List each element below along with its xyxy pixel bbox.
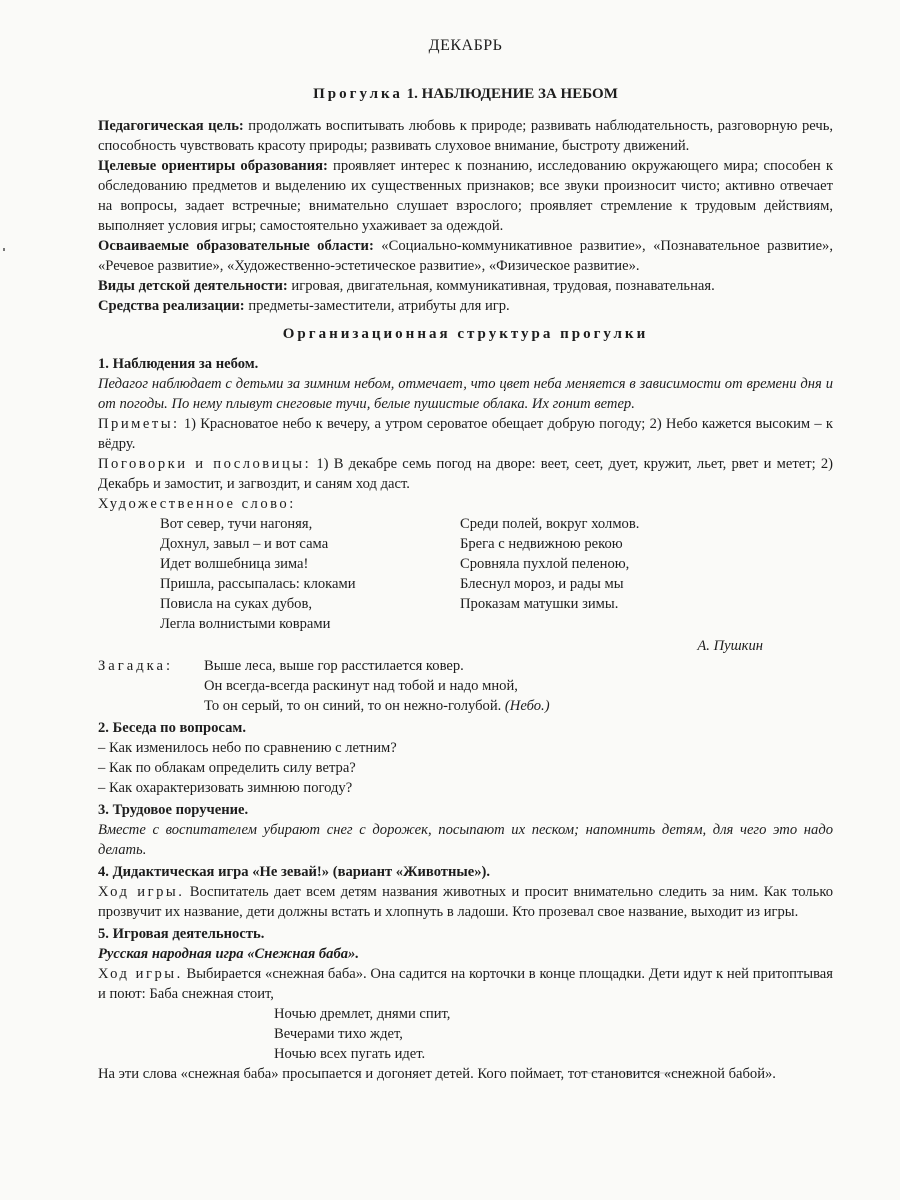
section-5-text: Выбирается «снежная баба». Она садится на корточки в конце площадки. Дети идут к ней притоптывая и поют: Баба снежная стоит, (98, 966, 833, 1002)
riddle (98, 656, 833, 716)
riddle-label: Загадка: (98, 658, 174, 674)
riddle-line-text: То он серый, то он синий, то он нежно-голубой. (204, 698, 502, 714)
document-page (98, 36, 833, 1084)
poem-line: Легла волнистыми коврами (160, 616, 331, 632)
areas-label: Осваиваемые образовательные области: (98, 238, 374, 254)
poem-line: Повисла на суках дубов, (160, 596, 313, 612)
poem-line: Дохнул, завыл – и вот сама (160, 536, 329, 552)
song-line: Вечерами тихо ждет, (274, 1026, 403, 1042)
section-5-title: 5. Игровая деятельность. (98, 926, 265, 942)
proverbs-text: 1) В декабре семь погод на дворе: веет, сеет, дует, кружит, льет, рвет и метет; 2) Декабрь и замостит, и загвоздит, и саням ход даст. (98, 456, 833, 492)
riddle-line: Он всегда-всегда раскинут над тобой и надо мной, (204, 678, 518, 694)
poem-line: Идет волшебница зима! (160, 556, 309, 572)
signs-paragraph (98, 414, 833, 454)
section-1-title: 1. Наблюдения за небом. (98, 356, 259, 372)
signs-text: 1) Красноватое небо к вечеру, а утром сероватое обещает добрую погоду; 2) Небо кажется высоким – к вёдру. (98, 416, 833, 452)
section-4-title: 4. Дидактическая игра «Не зевай!» (вариант «Животные»). (98, 864, 491, 880)
riddle-lines (204, 656, 550, 716)
means-text: предметы-заместители, атрибуты для игр. (244, 298, 510, 314)
poem-line: Блеснул мороз, и рады мы (460, 576, 624, 592)
section-5-subtitle-text: Русская народная игра «Снежная баба». (98, 946, 360, 962)
scan-mark (3, 248, 5, 251)
walk-title-rest: 1. НАБЛЮДЕНИЕ ЗА НЕБОМ (406, 86, 618, 102)
question-item: – Как охарактеризовать зимнюю погоду? (98, 780, 353, 796)
poem-line: Пришла, рассыпалась: клоками (160, 576, 356, 592)
question-item: – Как изменилось небо по сравнению с летним? (98, 740, 397, 756)
song-line: Ночью всех пугать идет. (274, 1046, 426, 1062)
goal-text: продолжать воспитывать любовь к природе; развивать наблюдательность, разговорную речь, способность чувствовать красоту природы; развивать слуховое внимание, быстроту движений. (98, 118, 833, 154)
question-item: – Как по облакам определить силу ветра? (98, 760, 356, 776)
song-line: Ночью дремлет, днями спит, (274, 1006, 451, 1022)
section-3-text-italic: Вместе с воспитателем убирают снег с дорожек, посыпают их песком; напомнить детям, для чего это надо делать. (98, 822, 833, 858)
poem-line: Сровняла пухлой пеленою, (460, 556, 630, 572)
areas-text: «Социально-коммуникативное развитие», «Познавательное развитие», «Речевое развитие», «Художественно-эстетическое развитие», «Физическое развитие». (98, 238, 833, 274)
targets-text: проявляет интерес к познанию, исследованию окружающего мира; способен к обследованию предметов и выделению их существенных признаков; все звуки произносит чисто; активно отвечает на вопросы, задает встречные; внимательно слушает взрослого; проявляет стремление к трудовым действиям, выполняет условия игры; самостоятельно ухаживает за одеждой. (98, 158, 834, 234)
activities-paragraph (98, 276, 833, 296)
section-2-title: 2. Беседа по вопросам. (98, 720, 246, 736)
section-3-text (98, 820, 833, 860)
areas-paragraph (98, 236, 833, 276)
poem-line: Среди полей, вокруг холмов. (460, 516, 640, 532)
poem-left-column (160, 514, 460, 634)
artword-label: Художественное слово: (98, 496, 296, 512)
section-5-subtitle (98, 944, 833, 964)
section-4-paragraph (98, 882, 833, 922)
means-label: Средства реализации: (98, 298, 245, 314)
poem-author: А. Пушкин (697, 638, 763, 654)
riddle-line: Выше леса, выше гор расстилается ковер. (204, 658, 464, 674)
riddle-answer: (Небо.) (501, 698, 550, 714)
poem-line: Брега с недвижною рекою (460, 536, 623, 552)
poem-right-column (460, 514, 760, 634)
poem (98, 514, 833, 634)
signs-label: Приметы: (98, 416, 180, 432)
goal-paragraph (98, 116, 833, 156)
section-4-label: Ход игры. (98, 884, 185, 900)
poem-line: Проказам матушки зимы. (460, 596, 619, 612)
activities-label: Виды детской деятельности: (98, 278, 288, 294)
month-heading: ДЕКАБРЬ (428, 37, 503, 54)
walk-title (98, 84, 833, 104)
activities-text: игровая, двигательная, коммуникативная, трудовая, познавательная. (287, 278, 715, 294)
targets-paragraph (98, 156, 833, 236)
section-3-title: 3. Трудовое поручение. (98, 802, 249, 818)
section-1-intro-text: Педагог наблюдает с детьми за зимним небом, отмечает, что цвет неба меняется в зависимости от времени дня и от погоды. По нему плывут снеговые тучи, белые пушистые облака. Их гонит ветер. (98, 376, 833, 412)
section-4-text: Воспитатель дает всем детям названия животных и просит внимательно следить за ним. Как только прозвучит их название, дети должны встать и хлопнуть в ладоши. Кто прозевал свое название, выходит из игры. (98, 884, 833, 920)
riddle-line (204, 696, 550, 716)
structure-title: Организационная структура прогулки (282, 326, 649, 342)
means-paragraph (98, 296, 833, 316)
poem-line: Вот север, тучи нагоняя, (160, 516, 313, 532)
section-5-label: Ход игры. (98, 966, 183, 982)
section-5-paragraph (98, 964, 833, 1004)
section-1-intro (98, 374, 833, 414)
walk-title-prefix: Прогулка (313, 86, 403, 102)
goal-label: Педагогическая цель: (98, 118, 244, 134)
proverbs-label: Поговорки и пословицы: (98, 456, 312, 472)
targets-label: Целевые ориентиры образования: (98, 158, 328, 174)
proverbs-paragraph (98, 454, 833, 494)
song (274, 1004, 833, 1064)
section-5-ending: На эти слова «снежная баба» просыпается и догоняет детей. Кого поймает, тот становится «снежной бабой». (98, 1066, 776, 1082)
